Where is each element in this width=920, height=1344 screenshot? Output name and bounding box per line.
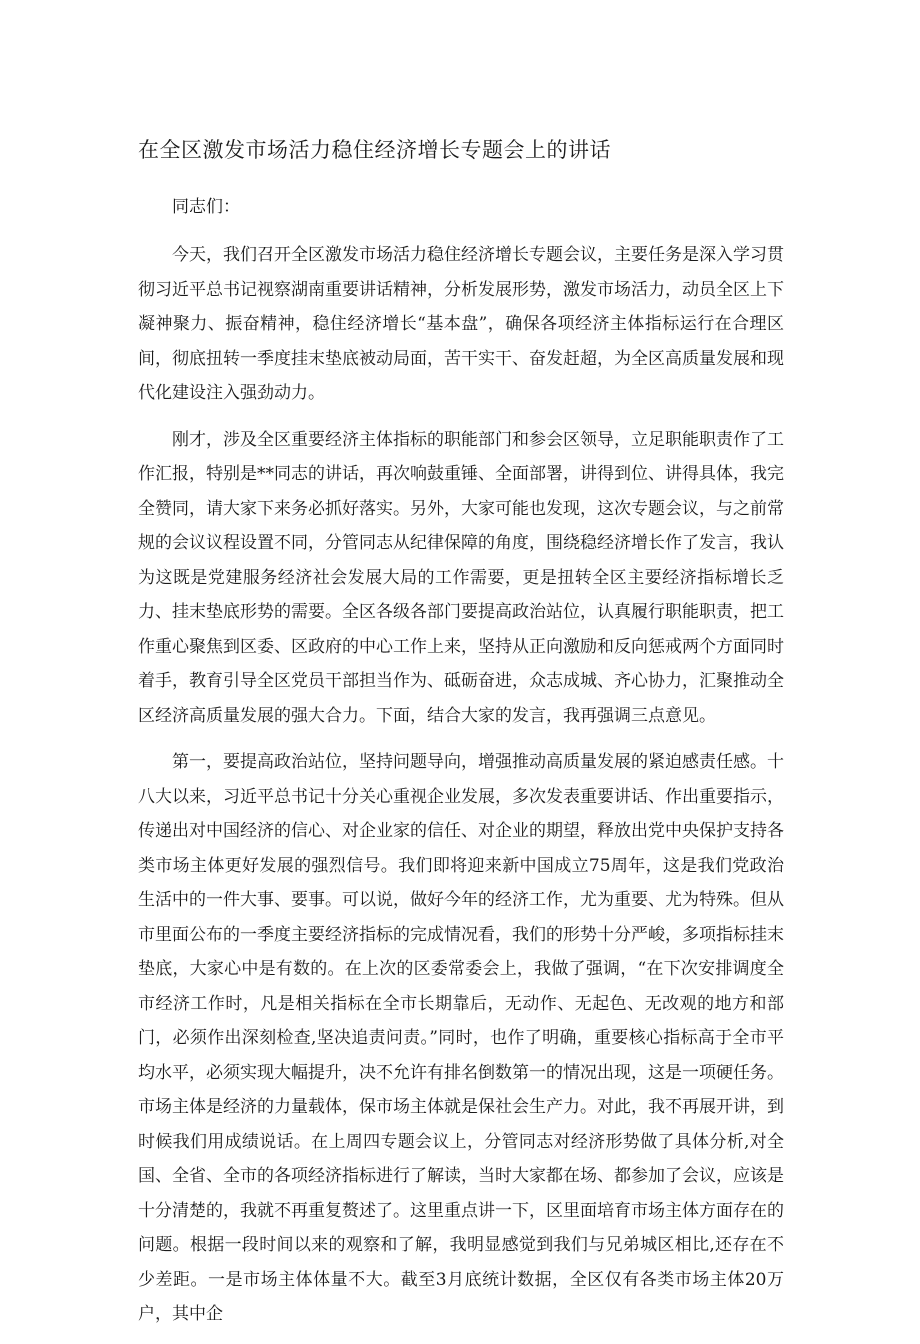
document-title: 在全区激发市场活力稳住经济增长专题会上的讲话 (138, 138, 611, 162)
salutation: 同志们： (172, 197, 240, 217)
paragraph-point-one: 第一，要提高政治站位，坚持问题导向，增强推动高质量发展的紧迫感责任感。十八大以来，习近平总书记十分关心重视企业发展，多次发表重要讲话、作出重要指示，传递出对中国经济的信心、对企业家的信任、对企业的期望，释放出党中央保护支持各类市场主体更好发展的强烈信号。我们即将迎来新中国成立75周年，这是我们党政治生活中的一件大事、要事。可以说，做好今年的经济工作，尤为重要、尤为特殊。但从市里面公布的一季度主要经济指标的完成情况看，我们的形势十分严峻，多项指标挂末垫底，大家心中是有数的。在上次的区委常委会上，我做了强调，“在下次安排调度全市经济工作时，凡是相关指标在全市长期靠后，无动作、无起色、无改观的地方和部门，必须作出深刻检查,坚决追责问责。”同时，也作了明确，重要核心指标高于全市平均水平，必须实现大幅提升，决不允许有排名倒数第一的情况出现，这是一项硬任务。市场主体是经济的力量载体，保市场主体就是保社会生产力。对此，我不再展开讲，到时候我们用成绩说话。在上周四专题会议上，分管同志对经济形势做了具体分析,对全国、全省、全市的各项经济指标进行了解读，当时大家都在场、都参加了会议，应该是十分清楚的，我就不再重复赘述了。这里重点讲一下，区里面培育市场主体方面存在的问题。根据一段时间以来的观察和了解，我明显感觉到我们与兄弟城区相比,还存在不少差距。一是市场主体体量不大。截至3月底统计数据，全区仅有各类市场主体20万户，其中企 (138, 752, 784, 1324)
document-page (138, 130, 784, 1344)
paragraph-review: 刚才，涉及全区重要经济主体指标的职能部门和参会区领导，立足职能职责作了工作汇报，特别是**同志的讲话，再次响鼓重锤、全面部署，讲得到位、讲得具体，我完全赞同，请大家下来务必抓好落实。另外，大家可能也发现，这次专题会议，与之前常规的会议议程设置不同，分管同志从纪律保障的角度，围绕稳经济增长作了发言，我认为这既是党建服务经济社会发展大局的工作需要，更是扭转全区主要经济指标增长乏力、挂末垫底形势的需要。全区各级各部门要提高政治站位，认真履行职能职责，把工作重心聚焦到区委、区政府的中心工作上来，坚持从正向激励和反向惩戒两个方面同时着手，教育引导全区党员干部担当作为、砥砺奋进，众志成城、齐心协力，汇聚推动全区经济高质量发展的强大合力。下面，结合大家的发言，我再强调三点意见。 (138, 429, 784, 726)
paragraph-opening: 今天，我们召开全区激发市场活力稳住经济增长专题会议，主要任务是深入学习贯彻习近平总书记视察湖南重要讲话精神，分析发展形势，激发市场活力，动员全区上下凝神聚力、振奋精神，稳住经济增长“基本盘”，确保各项经济主体指标运行在合理区间，彻底扭转一季度挂末垫底被动局面，苦干实干、奋发赶超，为全区高质量发展和现代化建设注入强劲动力。 (138, 245, 784, 403)
